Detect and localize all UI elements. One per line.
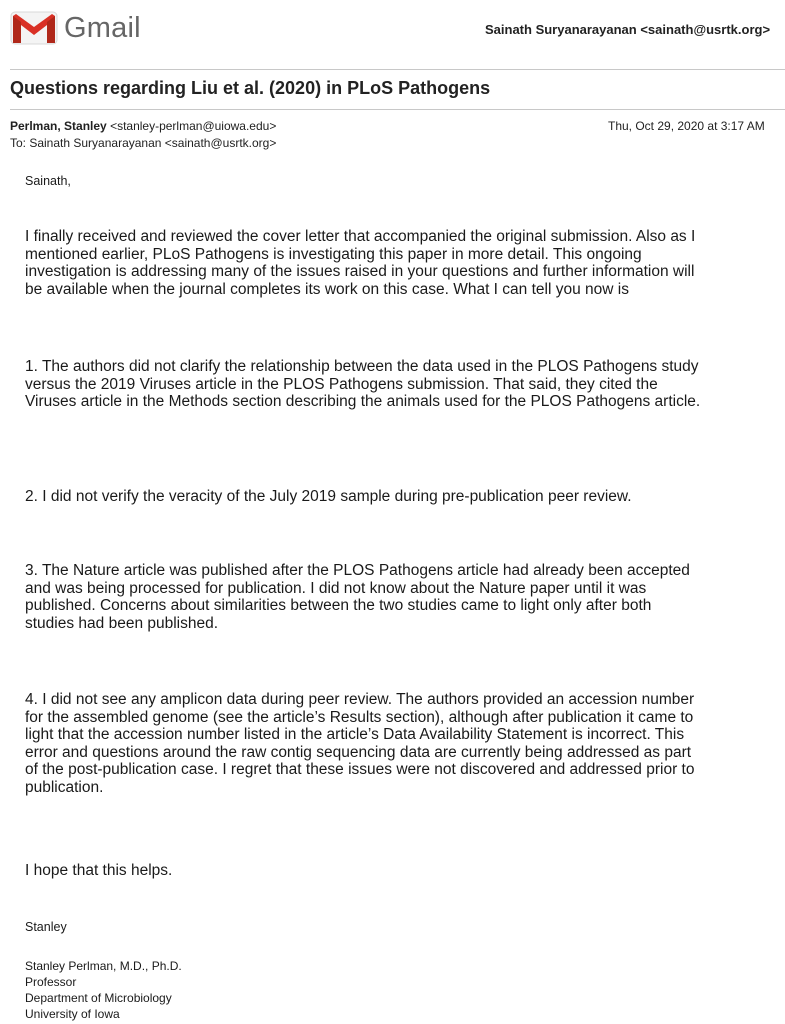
gmail-logo[interactable] [10,10,150,46]
text-line: I finally received and reviewed the cover letter that accompanied the original submission. Also as I [25,228,696,245]
signature-line: Department of Microbiology [25,991,172,1005]
text-line: Viruses article in the Methods section describing the animals used for the PLOS Pathogens article. [25,393,701,410]
account-email: Sainath Suryanarayanan <sainath@usrtk.org> [485,22,771,37]
email-date: Thu, Oct 29, 2020 at 3:17 AM [608,119,765,133]
text-line: investigation is addressing many of the issues raised in your questions and further information will [25,263,695,280]
divider [10,69,785,70]
signature-line: Stanley Perlman, M.D., Ph.D. [25,959,182,973]
sender-name: Perlman, Stanley [10,119,107,133]
text-line: error and questions around the raw contig sequencing data are currently being addressed as part [25,743,692,761]
text-line: 2. I did not verify the veracity of the July 2019 sample during pre-publication peer review. [25,488,632,505]
text-line: mentioned earlier, PLoS Pathogens is investigating this paper in more detail. This ongoing [25,245,642,263]
text-line: studies had been published. [25,614,219,632]
paragraph-4 [25,562,690,632]
text-line: 1. The authors did not clarify the relationship between the data used in the PLOS Pathogens study [25,358,699,375]
closing-line: I hope that this helps. [25,862,173,879]
text-line: be available when the journal completes its work on this case. What I can tell you now is [25,280,629,298]
paragraph-5 [25,691,694,796]
text-line: published. Concerns about similarities between the two studies came to light only after both [25,597,652,614]
text-line: 4. I did not see any amplicon data during peer review. The authors provided an accession number [25,691,695,708]
text-line: and was being processed for publication. I did not know about the Nature paper until it was [25,579,647,597]
text-line: publication. [25,778,104,796]
recipient-line: To: Sainath Suryanarayanan <sainath@usrtk.org> [10,136,277,150]
sender-email[interactable]: <stanley-perlman@uiowa.edu> [110,119,277,133]
signature-line: Professor [25,975,77,989]
signature-block [25,958,182,1022]
gmail-wordmark: Gmail [64,11,141,44]
text-line: 3. The Nature article was published after the PLOS Pathogens article had already been accepted [25,562,690,579]
signature-line: University of Iowa [25,1007,120,1021]
text-line: versus the 2019 Viruses article in the PLOS Pathogens submission. That said, they cited the [25,375,658,393]
paragraph-1 [25,228,695,298]
paragraph-2 [25,358,700,411]
email-subject: Questions regarding Liu et al. (2020) in PLoS Pathogens [10,78,491,98]
paragraph-3 [25,488,632,506]
text-line: light that the accession number listed in the article’s Data Availability Statement is incorrect. This [25,726,685,743]
signoff: Stanley [25,920,67,934]
sender-line [10,119,276,133]
gmail-header [0,0,785,60]
divider [10,109,785,110]
text-line: of the post-publication case. I regret that these issues were not discovered and addressed prior to [25,761,695,778]
gmail-m-icon [10,11,58,45]
text-line: for the assembled genome (see the article’s Results section), although after publication it came to [25,708,694,726]
greeting: Sainath, [25,174,71,188]
